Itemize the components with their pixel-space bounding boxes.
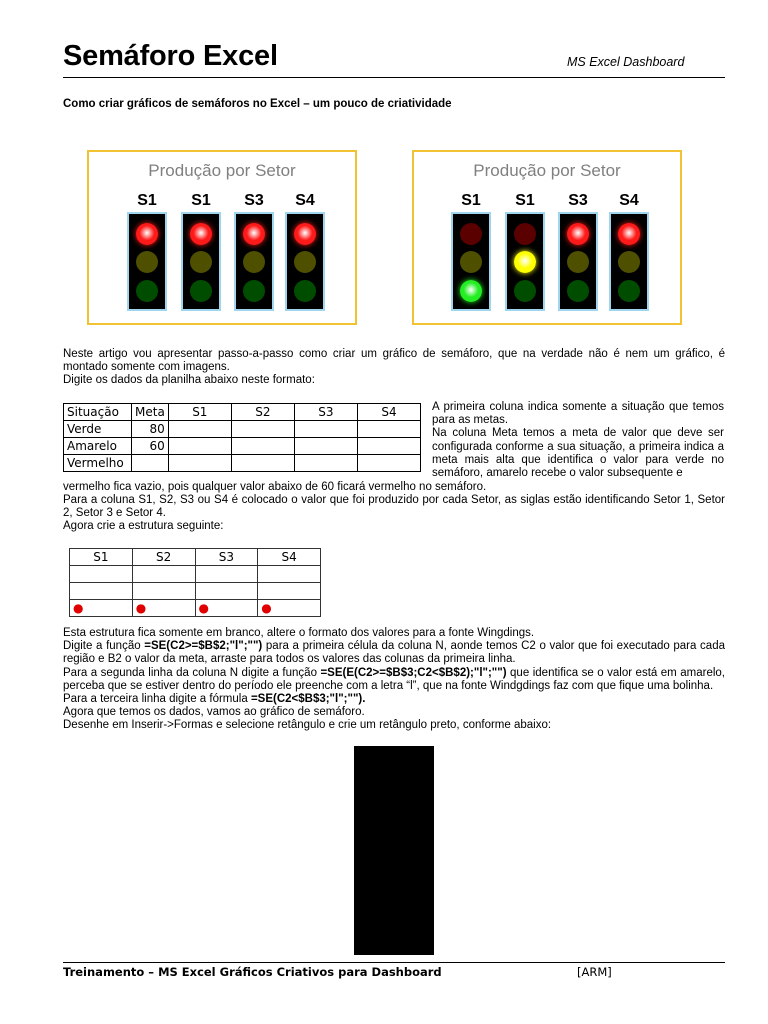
table-cell [294, 455, 357, 472]
table-cell [195, 583, 258, 600]
sectors-note: Para a coluna S1, S2, S3 ou S4 é colocado o valor que foi produzido por cada Setor, as siglas estão identificando Setor 1, Setor 2, Setor 3 e Setor 4. [63, 494, 725, 520]
article-subtitle: Como criar gráficos de semáforos no Excel – um pouco de criatividade [63, 98, 452, 110]
light-label: S4 [295, 192, 315, 209]
traffic-light [449, 192, 493, 311]
traffic-light [232, 192, 276, 311]
table-cell [168, 438, 231, 455]
formula: =SE(E(C2>=$B$3;C2<$B$2);"l";"") [320, 666, 507, 679]
column-header: S2 [231, 404, 294, 421]
table-cell [168, 455, 231, 472]
yellow-bulb [294, 251, 316, 273]
table-cell: 80 [132, 421, 169, 438]
traffic-light-chart-1 [87, 150, 357, 325]
red-dot-icon: ● [198, 601, 209, 615]
red-bulb [190, 223, 212, 245]
green-bulb [294, 280, 316, 302]
chart-title: Produção por Setor [473, 161, 621, 180]
light-label: S1 [137, 192, 157, 209]
table-cell [195, 566, 258, 583]
red-bulb [243, 223, 265, 245]
black-rectangle [354, 746, 434, 955]
column-header: S1 [70, 549, 133, 566]
step-text: Digite a função [63, 640, 145, 653]
table-cell [258, 600, 321, 617]
light-label: S1 [461, 192, 481, 209]
table-row [70, 583, 321, 600]
side-note-first: A primeira coluna indica somente a situação que temos para as metas. [432, 401, 724, 427]
table-row [64, 421, 421, 438]
document-label: MS Excel Dashboard [567, 55, 685, 69]
traffic-light [556, 192, 600, 311]
side-note-second: Na coluna Meta temos a meta de valor que deve ser configurada conforme a sua situação, a primeira indica a meta mais alta que identifica o valor para verde no semáforo, amarelo recebe o valor subsequente e [432, 427, 724, 480]
step-text: Para a terceira linha digite a fórmula [63, 693, 251, 706]
traffic-light [283, 192, 327, 311]
chart-title: Produção por Setor [148, 161, 296, 180]
green-bulb [514, 280, 536, 302]
goals-table [63, 403, 421, 472]
red-bulb [567, 223, 589, 245]
light-housing [609, 212, 649, 311]
light-label: S1 [191, 192, 211, 209]
wingdings-note: Esta estrutura fica somente em branco, altere o formato dos valores para a fonte Wingdings. [63, 627, 535, 639]
red-bulb [618, 223, 640, 245]
intro-paragraph: Neste artigo vou apresentar passo-a-passo como criar um gráfico de semáforo, que na verdade não é nem um gráfico, é montado somente com imagens. [63, 348, 725, 374]
footer-right: [ARM] [577, 965, 612, 979]
traffic-light [607, 192, 651, 311]
light-housing [234, 212, 274, 311]
green-bulb [136, 280, 158, 302]
table-cell: Vermelho [64, 455, 132, 472]
table-cell [231, 455, 294, 472]
traffic-light-chart-2 [412, 150, 682, 325]
indicator-table [69, 548, 321, 617]
table-row [64, 438, 421, 455]
table-cell [357, 421, 420, 438]
column-header: S2 [132, 549, 195, 566]
structure-instruction: Agora crie a estrutura seguinte: [63, 520, 224, 532]
table-row [70, 566, 321, 583]
yellow-bulb [243, 251, 265, 273]
yellow-bulb [136, 251, 158, 273]
green-bulb [190, 280, 212, 302]
light-housing [505, 212, 545, 311]
step-text: Para a segunda linha da coluna N digite a função [63, 666, 321, 679]
table-cell [357, 455, 420, 472]
page-title: Semáforo Excel [63, 40, 278, 72]
light-housing [558, 212, 598, 311]
step-text: para a primeira célula da coluna N, aonde temos C2 o valor que foi executado para cada região e B2 o valor da meta, arraste para todos os valores das colunas da primeira linha. [63, 640, 725, 666]
green-bulb [618, 280, 640, 302]
table-cell [294, 438, 357, 455]
table-cell: 60 [132, 438, 169, 455]
red-dot-icon: ● [135, 601, 147, 615]
table-cell: Verde [64, 421, 132, 438]
green-bulb [460, 280, 482, 302]
table-cell [258, 566, 321, 583]
side-note [432, 401, 724, 480]
red-bulb [460, 223, 482, 245]
table-cell [70, 566, 133, 583]
footer-rule [63, 962, 725, 963]
table-cell [231, 421, 294, 438]
light-label: S4 [619, 192, 639, 209]
table-cell [132, 566, 195, 583]
column-header: S4 [357, 404, 420, 421]
traffic-light [125, 192, 169, 311]
table-row [70, 600, 321, 617]
table-cell [258, 583, 321, 600]
table-cell [70, 600, 133, 617]
table-cell [132, 583, 195, 600]
light-housing [285, 212, 325, 311]
light-label: S3 [568, 192, 588, 209]
column-header: Meta [132, 404, 169, 421]
red-bulb [136, 223, 158, 245]
green-bulb [567, 280, 589, 302]
column-header: S1 [168, 404, 231, 421]
footer-left: Treinamento – MS Excel Gráficos Criativos para Dashboard [63, 965, 442, 979]
step-1 [63, 640, 725, 666]
red-bulb [294, 223, 316, 245]
yellow-bulb [567, 251, 589, 273]
red-bulb [514, 223, 536, 245]
instruction-text: Digite os dados da planilha abaixo neste formato: [63, 374, 315, 386]
column-header: S3 [195, 549, 258, 566]
data-note: Agora que temos os dados, vamos ao gráfico de semáforo. [63, 706, 365, 719]
draw-instruction: Desenhe em Inserir->Formas e selecione retângulo e crie um retângulo preto, conforme abaixo: [63, 719, 552, 732]
table-cell [294, 421, 357, 438]
red-dot-icon: ● [73, 601, 84, 615]
red-note: vermelho fica vazio, pois qualquer valor abaixo de 60 ficará vermelho no semáforo. [63, 481, 487, 493]
table-cell: Amarelo [64, 438, 132, 455]
table-cell [132, 455, 169, 472]
light-label: S3 [244, 192, 264, 209]
light-housing [451, 212, 491, 311]
column-header: S4 [258, 549, 321, 566]
yellow-bulb [460, 251, 482, 273]
yellow-bulb [190, 251, 212, 273]
formula: =SE(C2>=$B$2;"l";"") [144, 640, 263, 653]
table-row [64, 455, 421, 472]
light-label: S1 [515, 192, 535, 209]
light-housing [127, 212, 167, 311]
step-3 [63, 693, 725, 706]
column-header: Situação [64, 404, 132, 421]
light-housing [181, 212, 221, 311]
traffic-light [503, 192, 547, 311]
header-rule [63, 77, 725, 78]
table-header-row [70, 549, 321, 566]
table-cell [195, 600, 258, 617]
yellow-bulb [514, 251, 536, 273]
yellow-bulb [618, 251, 640, 273]
green-bulb [243, 280, 265, 302]
column-header: S3 [294, 404, 357, 421]
traffic-light [179, 192, 223, 311]
step-text: que identifica se o valor está em amarelo, perceba que se estiver dentro do período ele preenche com a letra “l”, que na fonte Windgdings faz com que fique uma bolinha. [63, 666, 726, 692]
instructions-block [63, 627, 725, 733]
table-cell [70, 583, 133, 600]
table-cell [357, 438, 420, 455]
red-dot-icon: ● [261, 601, 272, 615]
step-2 [63, 667, 725, 693]
table-header-row [64, 404, 421, 421]
formula: =SE(C2<$B$3;"l";""). [250, 693, 366, 706]
table-cell [168, 421, 231, 438]
table-cell [132, 600, 195, 617]
table-cell [231, 438, 294, 455]
